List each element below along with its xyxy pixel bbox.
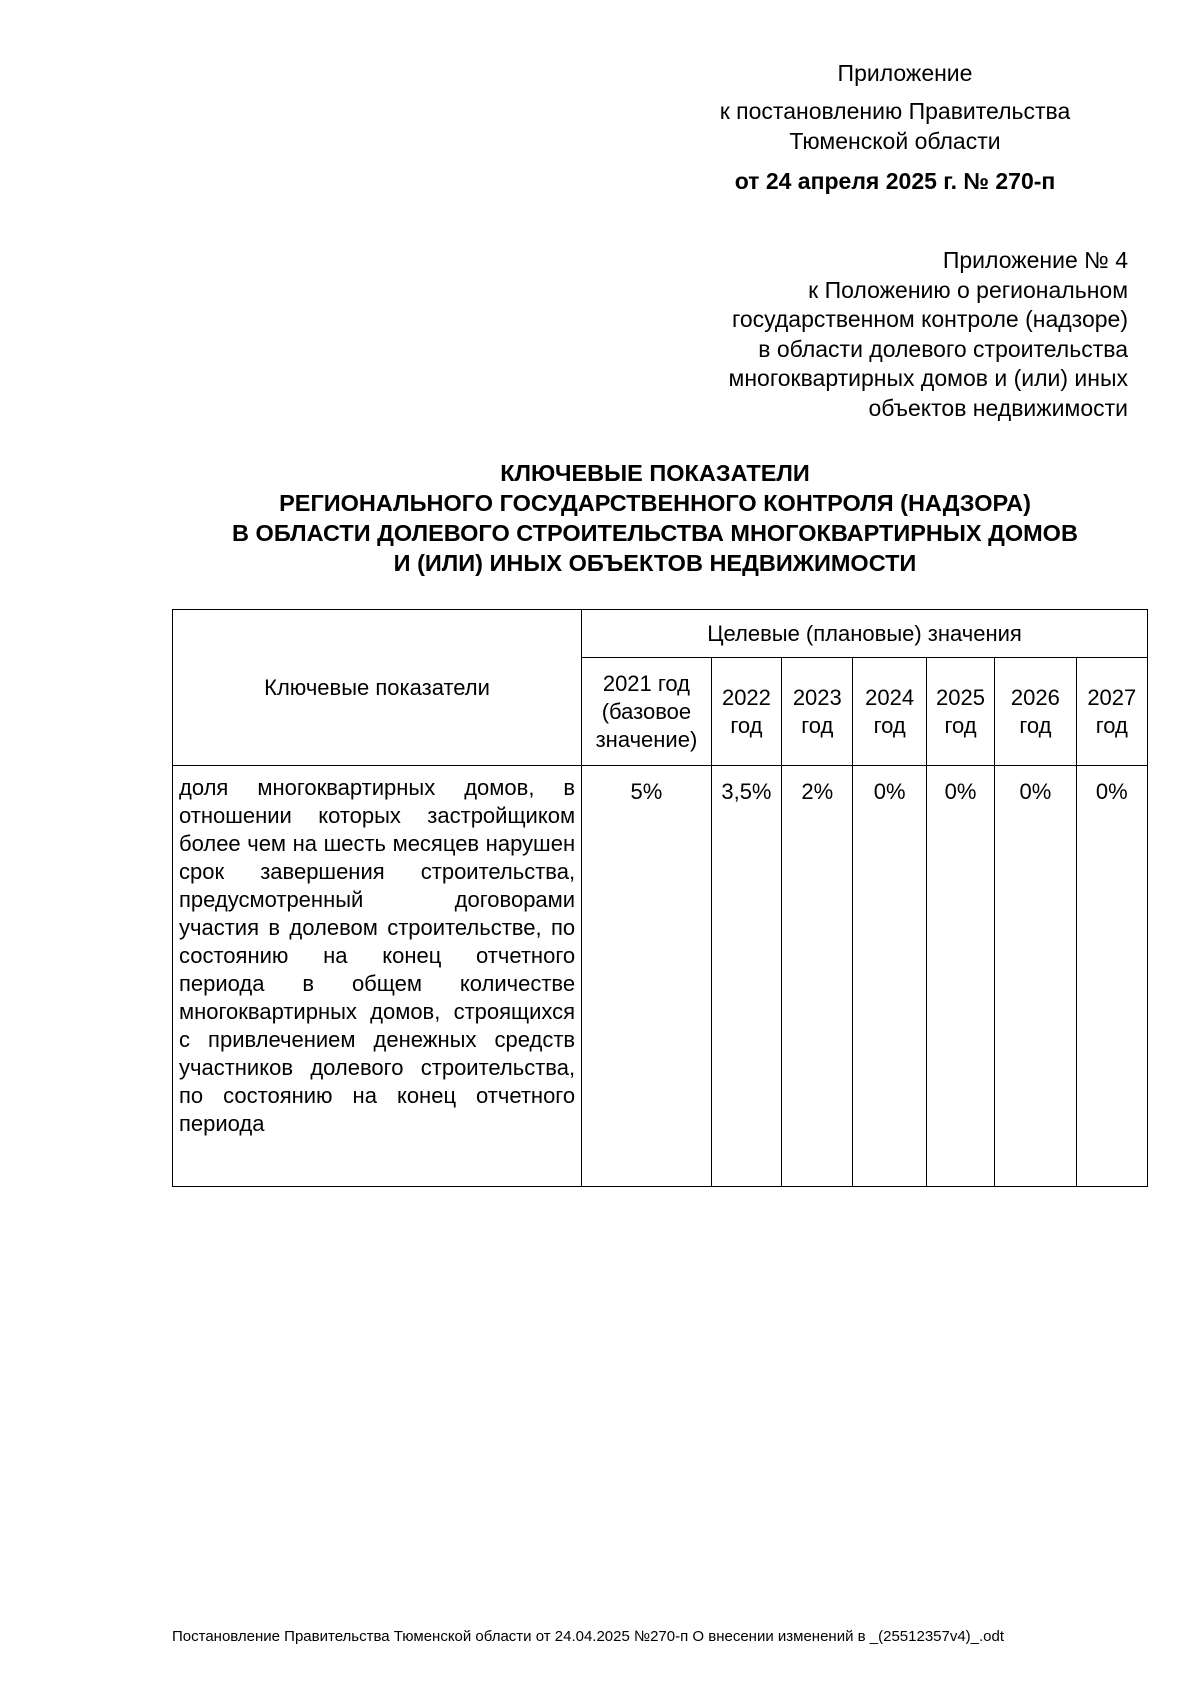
title-line: КЛЮЧЕВЫЕ ПОКАЗАТЕЛИ [500,460,810,486]
appendix-header [670,58,1120,196]
appendix-resolution-line: к постановлению Правительства [719,98,1071,124]
value-2027: 0% [1076,766,1147,1187]
year-unit: год [1095,712,1128,738]
year-number: 2023 [792,684,842,710]
value-2021: 5% [582,766,712,1187]
year-number: 2026 [1010,684,1060,710]
appendix-4-line: многоквартирных домов и (или) иных [728,365,1128,391]
year-unit: год [730,712,763,738]
year-unit: год [801,712,834,738]
appendix-4-block [628,246,1128,423]
base-year-note: (базовое [601,698,692,724]
appendix-4-line: государственном контроле (надзоре) [731,306,1128,332]
document-footer: Постановление Правительства Тюменской области от 24.04.2025 №270-п О внесении изменений в _(25512357v4)_.odt [172,1628,1005,1645]
header-year-2026 [995,658,1076,766]
title-line: РЕГИОНАЛЬНОГО ГОСУДАРСТВЕННОГО КОНТРОЛЯ (НАДЗОРА) [279,490,1031,516]
year-unit: год [944,712,977,738]
key-indicators-table [172,609,1148,1187]
value-2024: 0% [853,766,926,1187]
year-number: 2024 [865,684,915,710]
header-base-year [582,658,712,766]
year-number: 2022 [721,684,771,710]
document-title [160,458,1150,578]
value-2026: 0% [995,766,1076,1187]
year-number: 2025 [936,684,985,710]
table-row [173,766,1148,1187]
header-indicators: Ключевые показатели [173,610,582,766]
appendix-label: Приложение [837,60,973,86]
base-year-label: 2021 год [602,670,691,696]
header-year-2024 [853,658,926,766]
appendix-region-line: Тюменской области [789,128,1001,154]
header-year-2027 [1076,658,1147,766]
year-number: 2027 [1087,684,1137,710]
indicator-description: доля многоквартирных домов, в отношении которых застройщиком более чем на шесть месяцев нарушен срок завершения строительства, предусмотренный договорами участия в долевом строительстве, по состоянию на конец отчетного периода в общем количестве многоквартирных домов, строящихся с привлечением денежных средств участников долевого строительства, по состоянию на конец отчетного периода [173,766,582,1187]
value-2025: 0% [926,766,994,1187]
appendix-4-line: Приложение № 4 [942,247,1128,273]
year-unit: год [873,712,906,738]
value-2023: 2% [782,766,853,1187]
value-2022: 3,5% [711,766,781,1187]
title-line: В ОБЛАСТИ ДОЛЕВОГО СТРОИТЕЛЬСТВА МНОГОКВАРТИРНЫХ ДОМОВ [232,520,1078,546]
header-year-2025 [926,658,994,766]
title-line: И (ИЛИ) ИНЫХ ОБЪЕКТОВ НЕДВИЖИМОСТИ [393,550,917,576]
table-header-row [173,610,1148,658]
appendix-4-line: объектов недвижимости [868,394,1128,421]
resolution-date-number: от 24 апреля 2025 г. № 270-п [734,168,1056,194]
appendix-4-line: к Положению о региональном [808,276,1128,303]
base-year-note: значение) [595,726,698,752]
header-target-values: Целевые (плановые) значения [582,610,1148,658]
appendix-4-line: в области долевого строительства [758,335,1128,362]
header-year-2023 [782,658,853,766]
header-year-2022 [711,658,781,766]
year-unit: год [1019,712,1052,738]
